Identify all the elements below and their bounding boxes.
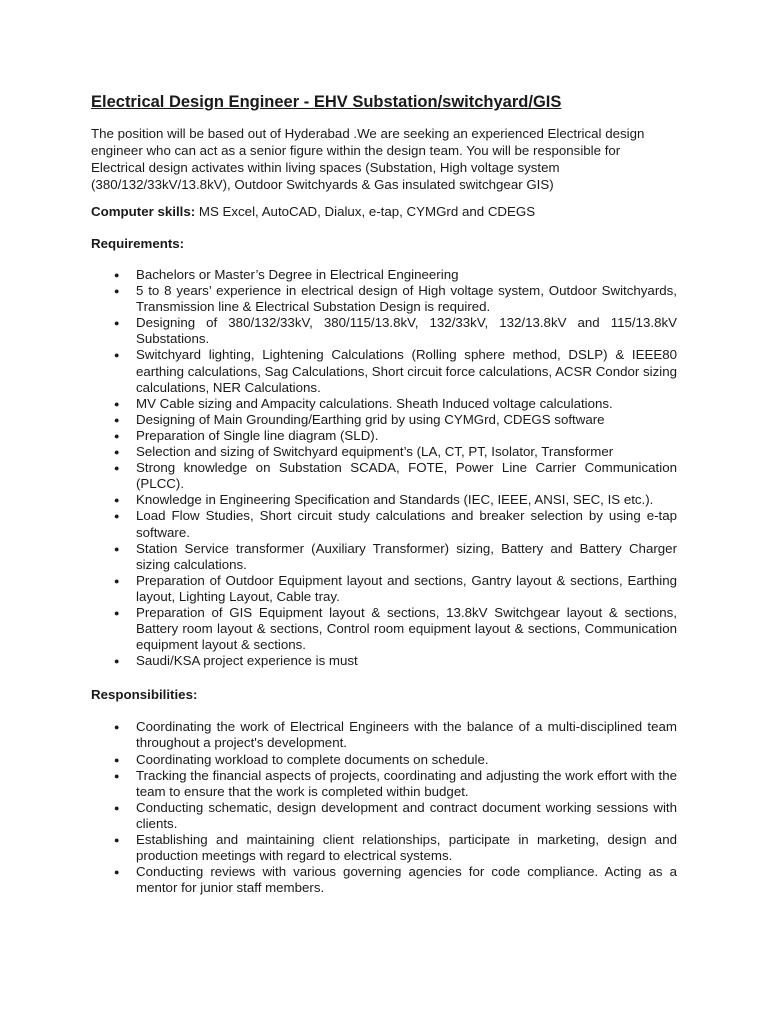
intro-paragraph: The position will be based out of Hyderabad .We are seeking an experienced Electrical design engineer who can act as a senior figure within the design team. You will be responsible for Electrical design activates within living spaces (Substation, High voltage system (380/132/33kV/13.8kV), Outdoor Switchyards & Gas insulated switchgear GIS): [91, 126, 645, 192]
bullet-icon: ●: [114, 270, 120, 280]
responsibility-item: [91, 864, 677, 896]
responsibility-item-text: Tracking the financial aspects of projects, coordinating and adjusting the work effort with the team to ensure that the work is completed within budget.: [136, 767, 677, 799]
responsibility-item-text: Establishing and maintaining client relationships, participate in marketing, design and production meetings with regard to electrical systems.: [136, 832, 677, 864]
computer-skills-value: MS Excel, AutoCAD, Dialux, e-tap, CYMGrd and CDEGS: [195, 204, 536, 219]
bullet-icon: ●: [114, 754, 120, 765]
requirement-item: [91, 605, 677, 653]
bullet-icon: ●: [114, 802, 120, 813]
responsibility-item: [91, 752, 677, 768]
requirement-item: [91, 267, 677, 283]
responsibility-item-text: Coordinating the work of Electrical Engineers with the balance of a multi-disciplined team throughout a project's development.: [136, 719, 677, 751]
requirement-item: [91, 508, 677, 540]
requirement-item: [91, 283, 677, 315]
bullet-icon: ●: [114, 430, 120, 441]
bullet-icon: ●: [114, 835, 120, 845]
bullet-icon: ●: [114, 495, 120, 506]
requirement-item-text: Preparation of Outdoor Equipment layout and sections, Gantry layout & sections, Earthing layout, Lighting Layout, Cable tray.: [136, 572, 677, 604]
requirement-item-text: 5 to 8 years’ experience in electrical design of High voltage system, Outdoor Switchyards, Transmission line & Electrical Substation Design is required.: [136, 283, 677, 315]
requirement-item: [91, 460, 677, 492]
requirement-item: [91, 444, 677, 460]
requirement-item: [91, 653, 677, 669]
requirement-item-text: Saudi/KSA project experience is must: [136, 653, 358, 669]
bullet-icon: ●: [114, 656, 120, 667]
bullet-icon: ●: [114, 511, 120, 522]
requirement-item: [91, 428, 677, 444]
requirement-item: [91, 412, 677, 428]
requirements-heading: Requirements:: [91, 236, 185, 251]
bullet-icon: ●: [114, 318, 120, 329]
requirement-item-text: Load Flow Studies, Short circuit study calculations and breaker selection by using e-tap software.: [136, 508, 677, 540]
responsibility-item: [91, 768, 677, 800]
responsibility-item-text: Conducting reviews with various governing agencies for code compliance. Acting as a mentor for junior staff members.: [136, 864, 677, 896]
requirement-item-text: MV Cable sizing and Ampacity calculations. Sheath Induced voltage calculations.: [136, 395, 613, 411]
requirement-item-text: Knowledge in Engineering Specification and Standards (IEC, IEEE, ANSI, SEC, IS etc.).: [136, 492, 654, 508]
responsibilities-heading: Responsibilities:: [91, 687, 198, 703]
requirement-item-text: Switchyard lighting, Lightening Calculations (Rolling sphere method, DSLP) & IEEE80 earthing calculations, Sag Calculations, Short circuit force calculations, ACSR Condor sizing calculations, NER Calculations.: [136, 347, 678, 395]
document-title: Electrical Design Engineer - EHV Substation/switchyard/GIS: [91, 93, 562, 111]
requirement-item-text: Preparation of GIS Equipment layout & sections, 13.8kV Switchgear layout & sections, Battery room layout & sections, Control room equipment layout & sections, Communication equipment layout & sections.: [136, 604, 677, 653]
requirement-item-text: Station Service transformer (Auxiliary Transformer) sizing, Battery and Battery Charger sizing calculations.: [136, 540, 677, 572]
requirement-item-text: Bachelors or Master’s Degree in Electrical Engineering: [136, 267, 459, 282]
document-page: [91, 92, 677, 896]
requirement-item: [91, 396, 677, 412]
requirement-item-text: Strong knowledge on Substation SCADA, FOTE, Power Line Carrier Communication (PLCC).: [136, 460, 677, 492]
computer-skills-line: [91, 203, 677, 220]
responsibility-item-text: Conducting schematic, design development and contract document working sessions with clients.: [136, 799, 677, 831]
bullet-icon: ●: [114, 607, 120, 618]
requirement-item: [91, 315, 677, 347]
requirement-item-text: Designing of Main Grounding/Earthing grid by using CYMGrd, CDEGS software: [136, 411, 605, 427]
bullet-icon: ●: [114, 414, 120, 425]
bullet-icon: ●: [114, 575, 120, 586]
bullet-icon: ●: [114, 350, 120, 361]
responsibility-item-text: Coordinating workload to complete documents on schedule.: [136, 751, 489, 767]
responsibility-item: [91, 800, 677, 832]
bullet-icon: ●: [114, 463, 120, 474]
bullet-icon: ●: [114, 398, 120, 409]
bullet-icon: ●: [114, 770, 120, 781]
bullet-icon: ●: [114, 447, 120, 458]
bullet-icon: ●: [114, 543, 120, 554]
responsibilities-list: [91, 719, 677, 896]
requirement-item-text: Designing of 380/132/33kV, 380/115/13.8kV, 132/33kV, 132/13.8kV and 115/13.8kV Substations.: [136, 315, 677, 347]
requirement-item: [91, 541, 677, 573]
requirement-item-text: Preparation of Single line diagram (SLD).: [136, 427, 379, 443]
bullet-icon: ●: [114, 722, 120, 733]
requirement-item: [91, 492, 677, 508]
requirement-item-text: Selection and sizing of Switchyard equipment’s (LA, CT, PT, Isolator, Transformer: [136, 444, 614, 460]
bullet-icon: ●: [114, 867, 120, 878]
requirement-item: [91, 347, 677, 395]
responsibility-item: [91, 832, 677, 864]
computer-skills-label: Computer skills:: [91, 204, 196, 219]
responsibility-item: [91, 719, 677, 751]
requirement-item: [91, 573, 677, 605]
requirements-list: [91, 267, 677, 669]
bullet-icon: ●: [114, 286, 120, 297]
